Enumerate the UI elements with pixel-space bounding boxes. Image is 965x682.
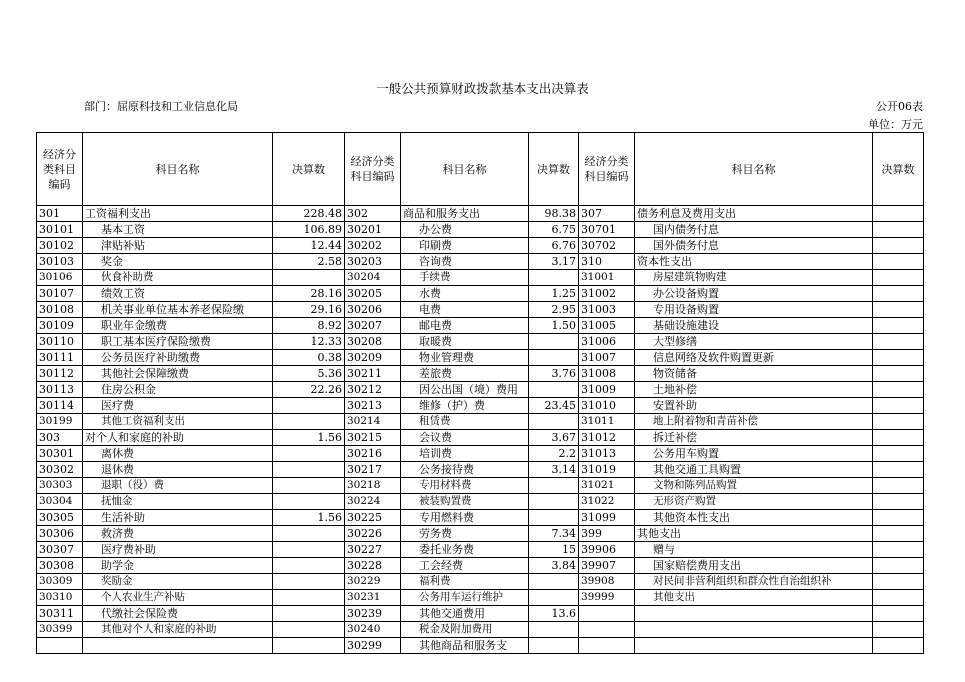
- amount-cell: [873, 526, 924, 542]
- code-cell: 303: [37, 430, 83, 446]
- amount-cell: 3.67: [529, 430, 579, 446]
- name-cell: 奖金: [83, 254, 273, 270]
- name-cell: 助学金: [83, 558, 273, 574]
- header-row: [37, 133, 924, 206]
- name-cell: 福利费: [401, 574, 529, 590]
- amount-cell: [873, 254, 924, 270]
- amount-cell: [873, 430, 924, 446]
- code-cell: 30399: [37, 622, 83, 638]
- amount-cell: [873, 606, 924, 622]
- name-cell: 离休费: [83, 446, 273, 462]
- name-cell: 生活补助: [83, 510, 273, 526]
- code-cell: 30209: [345, 350, 401, 366]
- name-cell: 维修（护）费: [401, 398, 529, 414]
- name-cell: 职业年金缴费: [83, 318, 273, 334]
- name-cell: 对个人和家庭的补助: [83, 430, 273, 446]
- name-cell: [635, 622, 873, 638]
- amount-cell: 1.56: [273, 510, 345, 526]
- code-cell: 30307: [37, 542, 83, 558]
- table-row: [37, 286, 924, 302]
- amount-cell: [273, 478, 345, 494]
- code-cell: 30303: [37, 478, 83, 494]
- amount-cell: [529, 638, 579, 654]
- code-cell: 39908: [579, 574, 635, 590]
- amount-cell: [873, 222, 924, 238]
- amount-cell: 2.58: [273, 254, 345, 270]
- amount-cell: [529, 270, 579, 286]
- amount-cell: [529, 622, 579, 638]
- code-cell: 30311: [37, 606, 83, 622]
- name-cell: 其他工资福利支出: [83, 414, 273, 430]
- name-cell: 救济费: [83, 526, 273, 542]
- amount-cell: 228.48: [273, 206, 345, 222]
- code-cell: 30108: [37, 302, 83, 318]
- code-cell: 31011: [579, 414, 635, 430]
- amount-cell: [273, 414, 345, 430]
- table-title: 一般公共预算财政拨款基本支出决算表: [376, 81, 589, 96]
- code-cell: 39906: [579, 542, 635, 558]
- name-cell: 专用设备购置: [635, 302, 873, 318]
- code-cell: 30111: [37, 350, 83, 366]
- code-cell: 31003: [579, 302, 635, 318]
- code-cell: 30702: [579, 238, 635, 254]
- code-cell: 31022: [579, 494, 635, 510]
- table-row: [37, 222, 924, 238]
- code-cell: 30102: [37, 238, 83, 254]
- code-cell: [579, 638, 635, 654]
- code-cell: 31005: [579, 318, 635, 334]
- code-cell: 31007: [579, 350, 635, 366]
- name-cell: 公务员医疗补助缴费: [83, 350, 273, 366]
- table-row: [37, 446, 924, 462]
- name-cell: 个人农业生产补贴: [83, 590, 273, 606]
- code-cell: 30227: [345, 542, 401, 558]
- code-cell: 30110: [37, 334, 83, 350]
- code-cell: 30103: [37, 254, 83, 270]
- amount-cell: [873, 414, 924, 430]
- amount-cell: [873, 302, 924, 318]
- table-row: [37, 206, 924, 222]
- code-cell: 30205: [345, 286, 401, 302]
- table-row: [37, 590, 924, 606]
- name-cell: 安置补助: [635, 398, 873, 414]
- name-cell: 会议费: [401, 430, 529, 446]
- code-cell: 30224: [345, 494, 401, 510]
- code-cell: 30231: [345, 590, 401, 606]
- amount-cell: 6.75: [529, 222, 579, 238]
- amount-cell: [529, 414, 579, 430]
- code-cell: 30217: [345, 462, 401, 478]
- table-row: [37, 542, 924, 558]
- name-cell: 邮电费: [401, 318, 529, 334]
- code-cell: 30202: [345, 238, 401, 254]
- name-cell: 津贴补贴: [83, 238, 273, 254]
- amount-cell: [273, 398, 345, 414]
- code-cell: 30207: [345, 318, 401, 334]
- amount-cell: [529, 574, 579, 590]
- code-cell: 30308: [37, 558, 83, 574]
- code-cell: 30310: [37, 590, 83, 606]
- amount-cell: [273, 606, 345, 622]
- code-cell: 30301: [37, 446, 83, 462]
- amount-cell: [529, 494, 579, 510]
- amount-cell: [873, 574, 924, 590]
- code-cell: 30240: [345, 622, 401, 638]
- header-code: 经济分类科目编码: [37, 133, 83, 206]
- name-cell: [635, 638, 873, 654]
- amount-cell: [273, 270, 345, 286]
- code-cell: 30107: [37, 286, 83, 302]
- code-cell: 30229: [345, 574, 401, 590]
- amount-cell: [529, 382, 579, 398]
- header-amount: 决算数: [873, 133, 924, 206]
- amount-cell: [529, 590, 579, 606]
- amount-cell: [873, 558, 924, 574]
- code-cell: 30213: [345, 398, 401, 414]
- amount-cell: [529, 478, 579, 494]
- code-cell: 39999: [579, 590, 635, 606]
- amount-cell: [873, 446, 924, 462]
- amount-cell: 6.76: [529, 238, 579, 254]
- amount-cell: [273, 462, 345, 478]
- amount-cell: [873, 542, 924, 558]
- name-cell: 抚恤金: [83, 494, 273, 510]
- code-cell: 30302: [37, 462, 83, 478]
- amount-cell: [273, 590, 345, 606]
- code-cell: 30114: [37, 398, 83, 414]
- table-row: [37, 606, 924, 622]
- code-cell: 30239: [345, 606, 401, 622]
- name-cell: 手续费: [401, 270, 529, 286]
- name-cell: 商品和服务支出: [401, 206, 529, 222]
- code-cell: 30113: [37, 382, 83, 398]
- name-cell: 债务利息及费用支出: [635, 206, 873, 222]
- code-cell: 30112: [37, 366, 83, 382]
- name-cell: 办公费: [401, 222, 529, 238]
- table-row: [37, 494, 924, 510]
- name-cell: [83, 638, 273, 654]
- name-cell: 因公出国（境）费用: [401, 382, 529, 398]
- table-row: [37, 238, 924, 254]
- amount-cell: 106.89: [273, 222, 345, 238]
- name-cell: 国家赔偿费用支出: [635, 558, 873, 574]
- name-cell: 基本工资: [83, 222, 273, 238]
- amount-cell: [873, 494, 924, 510]
- amount-cell: 15: [529, 542, 579, 558]
- expenditure-table: [36, 132, 924, 654]
- code-cell: 31008: [579, 366, 635, 382]
- name-cell: 国外债务付息: [635, 238, 873, 254]
- amount-cell: [873, 510, 924, 526]
- amount-cell: [873, 334, 924, 350]
- table-row: [37, 558, 924, 574]
- code-cell: 30309: [37, 574, 83, 590]
- amount-cell: [273, 542, 345, 558]
- code-cell: 30208: [345, 334, 401, 350]
- amount-cell: [873, 638, 924, 654]
- name-cell: 基础设施建设: [635, 318, 873, 334]
- code-cell: 30212: [345, 382, 401, 398]
- table-row: [37, 638, 924, 654]
- header-amount: 决算数: [529, 133, 579, 206]
- name-cell: 文物和陈列品购置: [635, 478, 873, 494]
- header-name: 科目名称: [83, 133, 273, 206]
- name-cell: 伙食补助费: [83, 270, 273, 286]
- name-cell: 培训费: [401, 446, 529, 462]
- unit-label: 单位：万元: [868, 118, 923, 131]
- name-cell: 代缴社会保险费: [83, 606, 273, 622]
- code-cell: 39907: [579, 558, 635, 574]
- header-code: 经济分类科目编码: [345, 133, 401, 206]
- name-cell: 赠与: [635, 542, 873, 558]
- code-cell: 310: [579, 254, 635, 270]
- table-row: [37, 526, 924, 542]
- amount-cell: [873, 622, 924, 638]
- amount-cell: 3.14: [529, 462, 579, 478]
- name-cell: 无形资产购置: [635, 494, 873, 510]
- name-cell: 住房公积金: [83, 382, 273, 398]
- amount-cell: 3.84: [529, 558, 579, 574]
- name-cell: 工资福利支出: [83, 206, 273, 222]
- name-cell: 电费: [401, 302, 529, 318]
- name-cell: 税金及附加费用: [401, 622, 529, 638]
- amount-cell: [873, 478, 924, 494]
- code-cell: 30218: [345, 478, 401, 494]
- table-row: [37, 398, 924, 414]
- name-cell: 被装购置费: [401, 494, 529, 510]
- amount-cell: [873, 286, 924, 302]
- amount-cell: 13.6: [529, 606, 579, 622]
- code-cell: 31002: [579, 286, 635, 302]
- name-cell: 退职（役）费: [83, 478, 273, 494]
- header-code: 经济分类科目编码: [579, 133, 635, 206]
- name-cell: 大型修缮: [635, 334, 873, 350]
- header-amount: 决算数: [273, 133, 345, 206]
- name-cell: 医疗费补助: [83, 542, 273, 558]
- name-cell: 物资储备: [635, 366, 873, 382]
- amount-cell: 2.95: [529, 302, 579, 318]
- name-cell: 退休费: [83, 462, 273, 478]
- name-cell: 印刷费: [401, 238, 529, 254]
- amount-cell: 98.38: [529, 206, 579, 222]
- amount-cell: [873, 462, 924, 478]
- code-cell: 30306: [37, 526, 83, 542]
- amount-cell: [273, 558, 345, 574]
- code-cell: 30226: [345, 526, 401, 542]
- name-cell: 公务用车运行维护: [401, 590, 529, 606]
- name-cell: 咨询费: [401, 254, 529, 270]
- amount-cell: 8.92: [273, 318, 345, 334]
- amount-cell: [873, 382, 924, 398]
- amount-cell: [873, 270, 924, 286]
- code-cell: 302: [345, 206, 401, 222]
- code-cell: 30214: [345, 414, 401, 430]
- table-row: [37, 478, 924, 494]
- code-cell: [579, 622, 635, 638]
- amount-cell: [873, 590, 924, 606]
- name-cell: 物业管理费: [401, 350, 529, 366]
- amount-cell: 3.17: [529, 254, 579, 270]
- table-row: [37, 318, 924, 334]
- code-cell: 31012: [579, 430, 635, 446]
- name-cell: 职工基本医疗保险缴费: [83, 334, 273, 350]
- name-cell: 水费: [401, 286, 529, 302]
- name-cell: 拆迁补偿: [635, 430, 873, 446]
- amount-cell: 7.34: [529, 526, 579, 542]
- amount-cell: [873, 350, 924, 366]
- name-cell: 办公设备购置: [635, 286, 873, 302]
- name-cell: 租赁费: [401, 414, 529, 430]
- name-cell: 对民间非营利组织和群众性自治组织补: [635, 574, 873, 590]
- code-cell: 31001: [579, 270, 635, 286]
- name-cell: 其他对个人和家庭的补助: [83, 622, 273, 638]
- amount-cell: [529, 350, 579, 366]
- name-cell: 取暖费: [401, 334, 529, 350]
- table-row: [37, 462, 924, 478]
- name-cell: 资本性支出: [635, 254, 873, 270]
- amount-cell: [273, 446, 345, 462]
- code-cell: 30216: [345, 446, 401, 462]
- name-cell: 其他资本性支出: [635, 510, 873, 526]
- name-cell: 其他交通费用: [401, 606, 529, 622]
- table-row: [37, 366, 924, 382]
- code-cell: 30211: [345, 366, 401, 382]
- table-row: [37, 510, 924, 526]
- table-row: [37, 622, 924, 638]
- amount-cell: [273, 638, 345, 654]
- code-cell: 30228: [345, 558, 401, 574]
- name-cell: 劳务费: [401, 526, 529, 542]
- table-row: [37, 574, 924, 590]
- amount-cell: 22.26: [273, 382, 345, 398]
- table-row: [37, 430, 924, 446]
- name-cell: 其他社会保障缴费: [83, 366, 273, 382]
- code-cell: 307: [579, 206, 635, 222]
- table-row: [37, 414, 924, 430]
- amount-cell: [273, 574, 345, 590]
- name-cell: 其他交通工具购置: [635, 462, 873, 478]
- name-cell: 土地补偿: [635, 382, 873, 398]
- code-cell: 30206: [345, 302, 401, 318]
- code-cell: 30201: [345, 222, 401, 238]
- table-row: [37, 270, 924, 286]
- amount-cell: 1.56: [273, 430, 345, 446]
- amount-cell: 29.16: [273, 302, 345, 318]
- amount-cell: 12.44: [273, 238, 345, 254]
- amount-cell: 23.45: [529, 398, 579, 414]
- header-name: 科目名称: [401, 133, 529, 206]
- code-cell: 30199: [37, 414, 83, 430]
- amount-cell: [529, 510, 579, 526]
- name-cell: 地上附着物和青苗补偿: [635, 414, 873, 430]
- code-cell: 30203: [345, 254, 401, 270]
- code-cell: 31019: [579, 462, 635, 478]
- name-cell: 其他商品和服务支: [401, 638, 529, 654]
- table-row: [37, 382, 924, 398]
- name-cell: 专用燃料费: [401, 510, 529, 526]
- name-cell: 房屋建筑物购建: [635, 270, 873, 286]
- amount-cell: [273, 494, 345, 510]
- name-cell: 委托业务费: [401, 542, 529, 558]
- amount-cell: 5.36: [273, 366, 345, 382]
- form-number: 公开06表: [876, 100, 923, 113]
- code-cell: 30305: [37, 510, 83, 526]
- amount-cell: [873, 238, 924, 254]
- name-cell: 专用材料费: [401, 478, 529, 494]
- table-row: [37, 350, 924, 366]
- name-cell: [635, 606, 873, 622]
- code-cell: 30299: [345, 638, 401, 654]
- name-cell: 信息网络及软件购置更新: [635, 350, 873, 366]
- name-cell: 差旅费: [401, 366, 529, 382]
- table-row: [37, 334, 924, 350]
- code-cell: 30106: [37, 270, 83, 286]
- amount-cell: [273, 622, 345, 638]
- code-cell: 301: [37, 206, 83, 222]
- amount-cell: [529, 334, 579, 350]
- amount-cell: [873, 206, 924, 222]
- name-cell: 奖励金: [83, 574, 273, 590]
- code-cell: 30225: [345, 510, 401, 526]
- amount-cell: 1.25: [529, 286, 579, 302]
- name-cell: 国内债务付息: [635, 222, 873, 238]
- amount-cell: [273, 526, 345, 542]
- amount-cell: 1.50: [529, 318, 579, 334]
- code-cell: 30101: [37, 222, 83, 238]
- code-cell: 31021: [579, 478, 635, 494]
- amount-cell: 2.2: [529, 446, 579, 462]
- department-label: 部门：屈原科技和工业信息化局: [84, 100, 238, 113]
- code-cell: 30109: [37, 318, 83, 334]
- name-cell: 公务用车购置: [635, 446, 873, 462]
- amount-cell: 28.16: [273, 286, 345, 302]
- code-cell: [37, 638, 83, 654]
- code-cell: 31013: [579, 446, 635, 462]
- amount-cell: [873, 366, 924, 382]
- name-cell: 医疗费: [83, 398, 273, 414]
- code-cell: 31009: [579, 382, 635, 398]
- name-cell: 工会经费: [401, 558, 529, 574]
- name-cell: 其他支出: [635, 526, 873, 542]
- name-cell: 公务接待费: [401, 462, 529, 478]
- table-row: [37, 302, 924, 318]
- code-cell: 30204: [345, 270, 401, 286]
- code-cell: 31099: [579, 510, 635, 526]
- code-cell: 30304: [37, 494, 83, 510]
- code-cell: 399: [579, 526, 635, 542]
- amount-cell: [873, 318, 924, 334]
- amount-cell: [873, 398, 924, 414]
- code-cell: 30701: [579, 222, 635, 238]
- amount-cell: 0.38: [273, 350, 345, 366]
- code-cell: 31010: [579, 398, 635, 414]
- amount-cell: 12.33: [273, 334, 345, 350]
- header-name: 科目名称: [635, 133, 873, 206]
- name-cell: 其他支出: [635, 590, 873, 606]
- code-cell: [579, 606, 635, 622]
- amount-cell: 3.76: [529, 366, 579, 382]
- name-cell: 绩效工资: [83, 286, 273, 302]
- name-cell: 机关事业单位基本养老保险缴: [83, 302, 273, 318]
- code-cell: 31006: [579, 334, 635, 350]
- code-cell: 30215: [345, 430, 401, 446]
- table-row: [37, 254, 924, 270]
